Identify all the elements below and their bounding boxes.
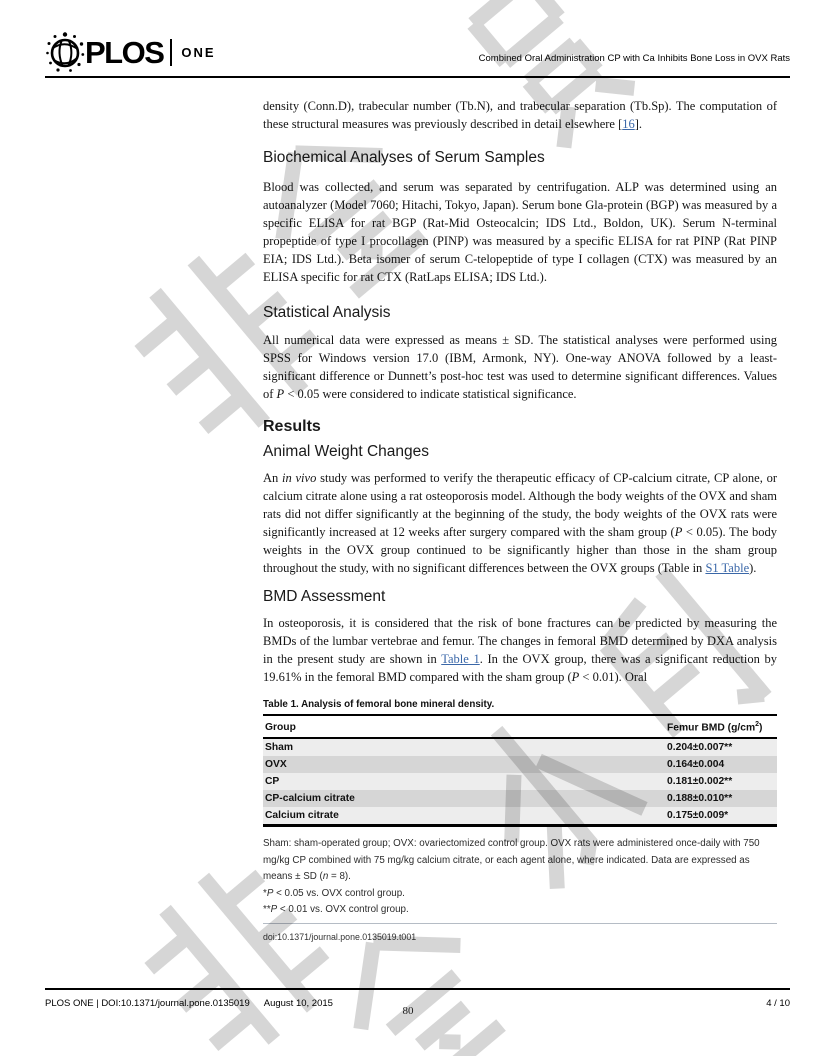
footer-rule: [45, 988, 790, 990]
footnote-divider: [263, 923, 777, 924]
table1-footnote-star: *P < 0.05 vs. OVX control group.: [263, 887, 405, 899]
plos-one-text: ONE: [181, 44, 216, 60]
table1-group-cell: CP-calcium citrate: [265, 793, 355, 805]
reference-link[interactable]: Table 1: [441, 652, 480, 666]
paragraph-intro: density (Conn.D), trabecular number (Tb.N), and trabecular separation (Tb.Sp). The computation of these structural measures was previously described in detail elsewhere [16].: [263, 99, 777, 131]
table-row: [263, 773, 777, 790]
paragraph-bmd: In osteoporosis, it is considered that the risk of bone fractures can be predicted by measuring the BMDs of the lumbar vertebrae and femur. The changes in femoral BMD determined by DXA analysis in the present study are shown in Table 1. In the OVX group, there was a significant reduction by 19.61% in the femoral BMD compared with the sham group (P < 0.01). Oral: [263, 616, 777, 684]
table1-group-cell: Calcium citrate: [265, 810, 339, 822]
plos-logo: [45, 31, 216, 73]
paragraph-statistical: All numerical data were expressed as means ± SD. The statistical analyses were performed using SPSS for Windows version 17.0 (IBM, Armonk, NY). One-way ANOVA followed by a least-significant difference or Dunnett’s post-hoc test was used to determine significant differences. Values of P < 0.05 were considered to indicate statistical significance.: [263, 333, 777, 401]
heading-statistical-analysis: Statistical Analysis: [263, 304, 391, 321]
table-row: [263, 756, 777, 773]
logo-divider: [170, 39, 172, 66]
table1-bmd-cell: 0.164±0.004: [667, 759, 725, 771]
table-row: [263, 738, 777, 756]
footer-page-indicator: 4 / 10: [766, 998, 790, 1009]
paragraph-animal-weight: An in vivo study was performed to verify the therapeutic efficacy of CP-calcium citrate, CP alone, or calcium citrate alone using a rat osteoporosis model. Although the body weights of the OVX and sham rats did not differ significantly at the beginning of the study, the body weights of the OVX rats were significantly increased at 12 weeks after surgery compared with the sham group (P < 0.05). The body weights in the OVX group continued to be significantly higher than those in the sham group throughout the study, with no significant differences between the OVX groups (Table in S1 Table).: [263, 471, 777, 575]
paragraph-biochemical: Blood was collected, and serum was separated by centrifugation. ALP was determined using an autoanalyzer (Model 7060; Hitachi, Tokyo, Japan). Serum bone Gla-protein (BGP) was measured by a specific ELISA for rat BGP (Rat-Mid Osteocalcin; IDS Ltd., Boldon, UK). Serum N-terminal propeptide of type I procollagen (PINP) was measured by a specific ELISA for rat PINP (Rat PINP EIA; IDS Ltd.). Beta isomer of serum C-telopeptide of type I collagen (CTX) was measured by an ELISA specific for rat CTX (RatLaps ELISA; IDS Ltd.).: [263, 180, 777, 284]
table1-group-cell: CP: [265, 776, 280, 788]
table1: [263, 714, 777, 827]
footer-date: August 10, 2015: [263, 998, 333, 1009]
table1-col-group: Group: [263, 715, 665, 738]
reference-link[interactable]: 16: [622, 117, 635, 131]
watermark-text: [0, 0, 1, 1]
table1-doi: doi:10.1371/journal.pone.0135019.t001: [263, 931, 417, 942]
table1-bmd-cell: 0.188±0.010**: [667, 793, 733, 805]
article-column: [263, 0, 777, 942]
reference-link[interactable]: S1 Table: [705, 561, 750, 575]
footer-journal-doi: PLOS ONE | DOI:10.1371/journal.pone.0135019: [45, 998, 250, 1009]
table1-bmd-cell: 0.181±0.002**: [667, 776, 733, 788]
table1-bmd-cell: 0.204±0.007**: [667, 742, 733, 754]
table1-footnotes: [263, 836, 777, 919]
table1-bmd-cell: 0.175±0.009*: [667, 810, 729, 822]
table1-footnote-main: Sham: sham-operated group; OVX: ovariectomized control group. OVX rats were administered once-daily with 750 mg/kg CP combined with 75 mg/kg calcium citrate, or each agent alone, where indicated. Data are expressed as means ± SD (n = 8).: [263, 838, 760, 883]
page-number: 80: [402, 1005, 414, 1017]
table1-group-cell: Sham: [265, 742, 294, 754]
table-row: [263, 790, 777, 807]
plos-logo-text: PLOS: [85, 34, 164, 70]
table-row: [263, 807, 777, 826]
heading-bmd-assessment: BMD Assessment: [263, 588, 386, 605]
table1-header-row: [263, 715, 777, 738]
table1-group-cell: OVX: [265, 759, 287, 771]
plos-globe-icon: [45, 31, 85, 73]
running-title: Combined Oral Administration CP with Ca Inhibits Bone Loss in OVX Rats: [478, 53, 790, 64]
table1-col-femur-bmd: Femur BMD $(g/cm^2)$: [665, 715, 777, 738]
heading-results: Results: [263, 418, 321, 435]
heading-animal-weight-changes: Animal Weight Changes: [263, 443, 429, 460]
table1-caption: Table 1. Analysis of femoral bone mineral density.: [263, 699, 495, 710]
heading-biochemical-analyses: Biochemical Analyses of Serum Samples: [263, 149, 545, 166]
table1-footnote-double-star: **P < 0.01 vs. OVX control group.: [263, 904, 409, 916]
